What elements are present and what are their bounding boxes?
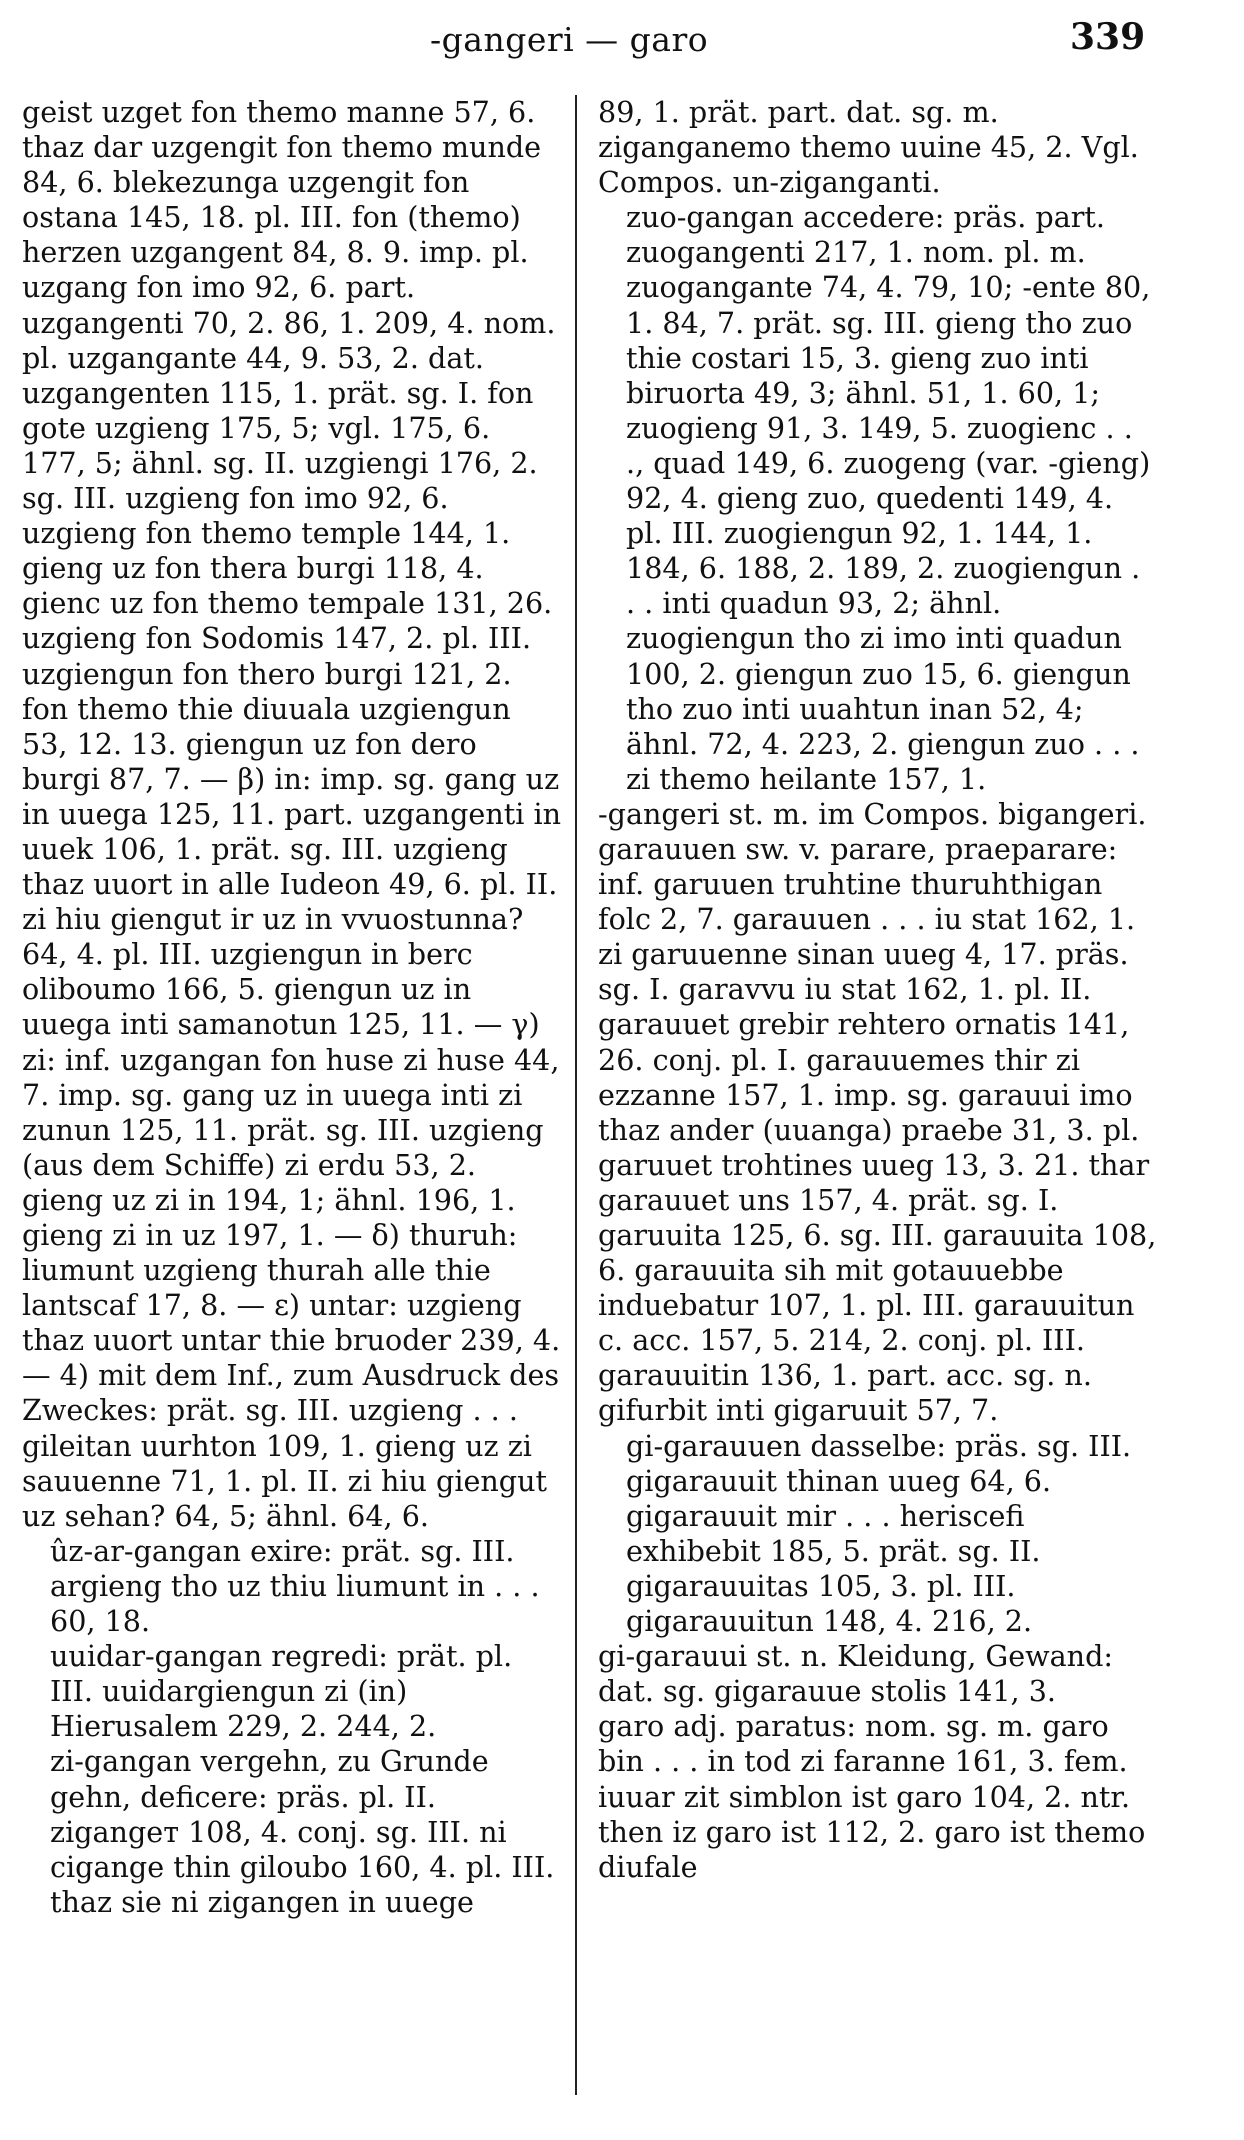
running-title: -gangeri — garo <box>430 20 709 59</box>
entry-paragraph: garauuen sw. v. parare, praeparare: inf. garuuen truhtine thuruhthigan folc 2, 7. garauuen . . . iu stat 162, 1. zi garuuenne sinan uueg 4, 17. präs. sg. I. garavvu iu stat 162, 1. pl. II. garauuet grebir rehtero ornatis 141, 26. conj. pl. I. garauuemes thir zi ezzanne 157, 1. imp. sg. garauui imo thaz ander (uuanga) praebe 31, 3. pl. garuuet trohtines uueg 13, 3. 21. thar garauuet uns 157, 4. prät. sg. I. garuuita 125, 6. sg. III. garauuita 108, 6. garauuita sih mit gotauuebbe induebatur 107, 1. pl. III. garauuitun c. acc. 157, 5. 214, 2. conj. pl. III. garauuitin 136, 1. part. acc. sg. n. gifurbit inti gigaruuit 57, 7. <box>598 831 1157 1428</box>
entry-paragraph: zuo-gangan accedere: präs. part. zuogangenti 217, 1. nom. pl. m. zuogangante 74, 4. 79, 10; -ente 80, 1. 84, 7. prät. sg. III. gieng tho zuo thie costari 15, 3. gieng zuo inti biruorta 49, 3; ähnl. 51, 1. 60, 1; zuogieng 91, 3. 149, 5. zuogienc . . ., quad 149, 6. zuogeng (var. -gieng) 92, 4. gieng zuo, quedenti 149, 4. pl. III. zuogiengun 92, 1. 144, 1. 184, 6. 188, 2. 189, 2. zuogiengun . . . inti quadun 93, 2; ähnl. zuogiengun tho zi imo inti quadun 100, 2. giengun zuo 15, 6. giengun tho zuo inti uuahtun inan 52, 4; ähnl. 72, 4. 223, 2. giengun zuo . . . zi themo heilante 157, 1. <box>626 200 1151 796</box>
left-column <box>22 95 562 1920</box>
entry-paragraph: garo adj. paratus: nom. sg. m. garo bin . . . in tod zi faranne 161, 3. fem. iuuar zit simblon ist garo 104, 2. ntr. then iz garo ist 112, 2. garo ist themo diufale <box>598 1709 1146 1884</box>
entry-paragraph: 89, 1. prät. part. dat. sg. m. ziganganemo themo uuine 45, 2. Vgl. Compos. un-ziganganti. <box>598 95 1139 200</box>
entry-paragraph: zi-gangan vergehn, zu Grunde gehn, deficere: präs. pl. II. zigangет 108, 4. conj. sg. III. ni cigange thin giloubo 160, 4. pl. III. thaz sie ni zigangen in uuege <box>50 1744 555 1919</box>
entry-paragraph: gi-garauuen dasselbe: präs. sg. III. gigarauuit thinan uueg 64, 6. gigarauuit mir . . . heriscefi exhibebit 185, 5. prät. sg. II. gigarauuitas 105, 3. pl. III. gigarauuitun 148, 4. 216, 2. <box>626 1428 1132 1639</box>
entry-paragraph: -gangeri st. m. im Compos. bigangeri. <box>598 796 1147 831</box>
page-header <box>0 8 1244 78</box>
right-column <box>598 95 1158 1885</box>
entry-paragraph: uuidar-gangan regredi: prät. pl. III. uuidargiengun zi (in) Hierusalem 229, 2. 244, 2. <box>50 1639 513 1744</box>
entry-paragraph: geist uzget fon themo manne 57, 6. thaz dar uzgengit fon themo munde 84, 6. blekezunga uzgengit fon ostana 145, 18. pl. III. fon (themo) herzen uzgangent 84, 8. 9. imp. pl. uzgang fon imo 92, 6. part. uzgangenti 70, 2. 86, 1. 209, 4. nom. pl. uzgangante 44, 9. 53, 2. dat. uzgangenten 115, 1. prät. sg. I. fon gote uzgieng 175, 5; vgl. 175, 6. 177, 5; ähnl. sg. II. uzgiengi 176, 2. sg. III. uzgieng fon imo 92, 6. uzgieng fon themo temple 144, 1. gieng uz fon thera burgi 118, 4. gienc uz fon themo tempale 131, 26. uzgieng fon Sodomis 147, 2. pl. III. uzgiengun fon thero burgi 121, 2. fon themo thie diuuala uzgiengun 53, 12. 13. giengun uz fon dero burgi 87, 7. — β) in: imp. sg. gang uz in uuega 125, 11. part. uzgangenti in uuek 106, 1. prät. sg. III. uzgieng thaz uuort in alle Iudeon 49, 6. pl. II. zi hiu giengut ir uz in vvuostunna? 64, 4. pl. III. uzgiengun in berc oliboumo 166, 5. giengun uz in uuega inti samanotun 125, 11. — γ) zi: inf. uzgangan fon huse zi huse 44, 7. imp. sg. gang uz in uuega inti zi zunun 125, 11. prät. sg. III. uzgieng (aus dem Schiffe) zi erdu 53, 2. gieng uz zi in 194, 1; ähnl. 196, 1. gieng zi in uz 197, 1. — δ) thuruh: liumunt uzgieng thurah alle thie lantscaf 17, 8. — ε) untar: uzgieng thaz uuort untar thie bruoder 239, 4. — 4) mit dem Inf., zum Ausdruck des Zweckes: prät. sg. III. uzgieng . . . gileitan uurhton 109, 1. gieng uz zi sauuenne 71, 1. pl. II. zi hiu giengut uz sehan? 64, 5; ähnl. 64, 6. <box>22 95 562 1533</box>
column-divider <box>575 95 577 2095</box>
page-number: 339 <box>1070 16 1146 58</box>
entry-paragraph: gi-garauui st. n. Kleidung, Gewand: dat. sg. gigarauue stolis 141, 3. <box>598 1639 1114 1709</box>
entry-paragraph: ûz-ar-gangan exire: prät. sg. III. argieng tho uz thiu liumunt in . . . 60, 18. <box>50 1533 540 1639</box>
